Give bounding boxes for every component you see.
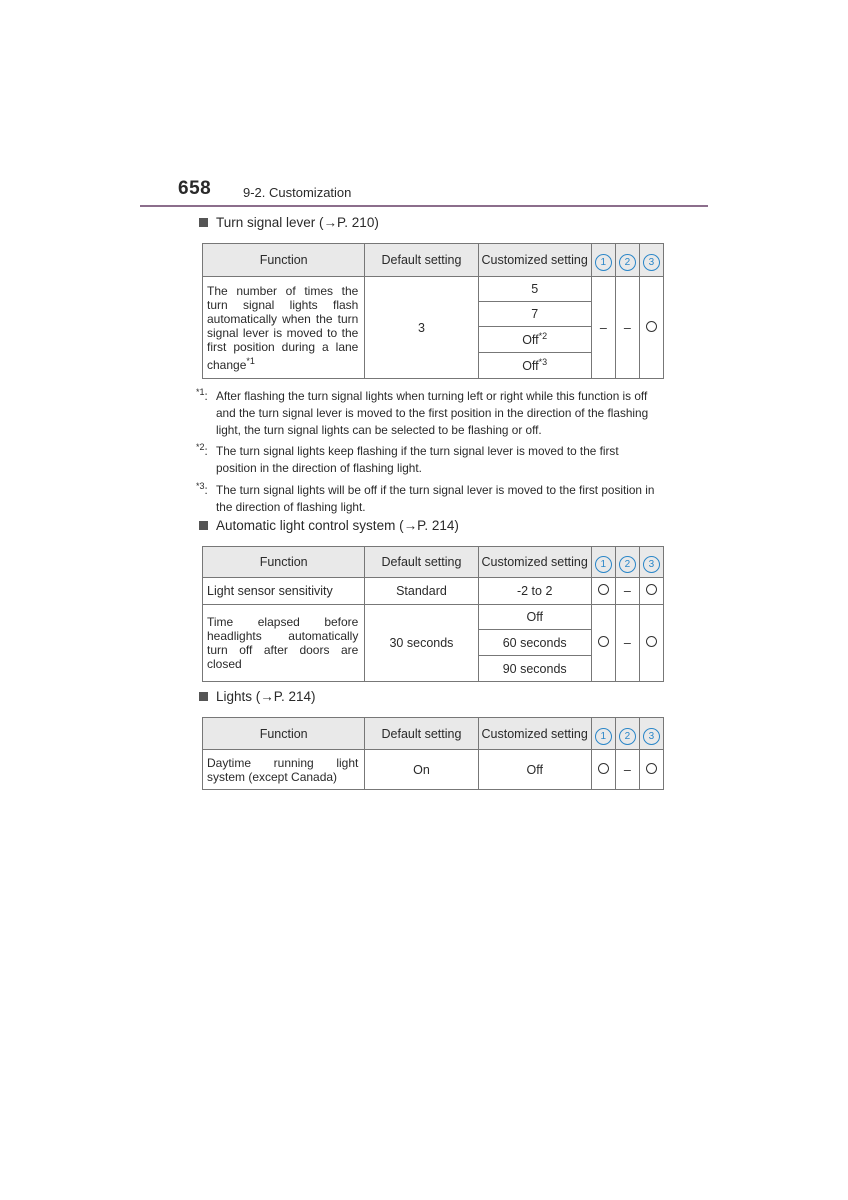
number-2-icon: 2 (619, 728, 636, 745)
circle-icon (646, 321, 657, 332)
option-cell: 60 seconds (478, 630, 591, 656)
available-cell (639, 277, 663, 379)
option-cell: 7 (478, 302, 591, 327)
col-2 (615, 244, 639, 277)
col-3 (639, 244, 663, 277)
col-default: Default setting (365, 244, 478, 277)
circle-icon (646, 584, 657, 595)
number-2-icon: 2 (619, 254, 636, 271)
footnote-mark: $^{*1}$: (196, 387, 208, 403)
col-function: Function (203, 718, 365, 750)
dash-cell: – (615, 277, 639, 379)
number-3-icon: 3 (643, 254, 660, 271)
square-bullet-icon (199, 218, 208, 227)
option-cell: Off (478, 605, 591, 630)
footnote-text: After flashing the turn signal lights when turning left or right while this function is off and the turn signal lever is moved to the first position in the direction of the flashing light, the turn signal lights can be selected to be flashing or off. (216, 389, 649, 437)
available-cell (639, 750, 663, 790)
col-3 (639, 718, 663, 750)
auto-light-table (202, 546, 664, 682)
section-heading-auto-light: Automatic light control system (→P. 214) (199, 518, 459, 533)
function-cell: Light sensor sensitivity (203, 578, 365, 605)
available-cell (591, 605, 615, 682)
col-custom: Customized setting (478, 244, 591, 277)
circle-icon (598, 636, 609, 647)
lights-table (202, 717, 664, 790)
option-cell: 90 seconds (478, 656, 591, 682)
col-default: Default setting (365, 718, 478, 750)
option-cell: 5 (478, 277, 591, 302)
number-1-icon: 1 (595, 254, 612, 271)
section-heading-lights: Lights (→P. 214) (199, 689, 316, 704)
col-default: Default setting (365, 547, 478, 578)
default-cell: On (365, 750, 478, 790)
table-row (203, 277, 664, 302)
default-cell: 3 (365, 277, 478, 379)
table-row (203, 605, 664, 630)
function-cell: Daytime running light system (except Canada) (203, 750, 365, 790)
col-1 (591, 244, 615, 277)
function-cell: Time elapsed before headlights automatically turn off after doors are closed (203, 605, 365, 682)
col-function: Function (203, 547, 365, 578)
number-3-icon: 3 (643, 728, 660, 745)
col-2 (615, 718, 639, 750)
number-1-icon: 1 (595, 728, 612, 745)
turn-signal-table (202, 243, 664, 379)
dash-cell: – (591, 277, 615, 379)
dash-cell: – (615, 578, 639, 605)
header-rule (140, 205, 708, 207)
footnote-text: The turn signal lights keep flashing if the turn signal lever is moved to the first position in the direction of flashing light. (216, 444, 619, 475)
default-cell: Standard (365, 578, 478, 605)
table-header-row (203, 718, 664, 750)
circle-icon (598, 763, 609, 774)
circle-icon (646, 636, 657, 647)
table-row (203, 578, 664, 605)
col-custom: Customized setting (478, 718, 591, 750)
footnote-mark: $^{*2}$: (196, 442, 208, 458)
dash-cell: – (615, 750, 639, 790)
circle-icon (646, 763, 657, 774)
chapter-title: 9-2. Customization (243, 185, 352, 200)
section-heading-turn-signal: Turn signal lever (→P. 210) (199, 215, 379, 230)
col-1 (591, 718, 615, 750)
option-cell: Off (478, 750, 591, 790)
number-2-icon: 2 (619, 556, 636, 573)
function-cell: The number of times the turn signal lights flash automatically when the turn signal lever is moved to the first position during a lane change$^{*1}$ (203, 277, 365, 379)
available-cell (591, 578, 615, 605)
available-cell (639, 578, 663, 605)
footnote-text: The turn signal lights will be off if the turn signal lever is moved to the first position in the direction of flashing light. (216, 483, 655, 514)
number-3-icon: 3 (643, 556, 660, 573)
square-bullet-icon (199, 521, 208, 530)
page-number: 658 (178, 178, 212, 199)
col-3 (639, 547, 663, 578)
table-row (203, 750, 664, 790)
table-header-row (203, 244, 664, 277)
option-cell: Off$^{*3}$ (478, 353, 591, 379)
dash-cell: – (615, 605, 639, 682)
col-custom: Customized setting (478, 547, 591, 578)
number-1-icon: 1 (595, 556, 612, 573)
default-cell: 30 seconds (365, 605, 478, 682)
circle-icon (598, 584, 609, 595)
option-cell: Off$^{*2}$ (478, 327, 591, 353)
square-bullet-icon (199, 692, 208, 701)
footnote-mark: $^{*3}$: (196, 481, 208, 497)
available-cell (591, 750, 615, 790)
option-cell: -2 to 2 (478, 578, 591, 605)
table-header-row (203, 547, 664, 578)
col-1 (591, 547, 615, 578)
col-2 (615, 547, 639, 578)
available-cell (639, 605, 663, 682)
col-function: Function (203, 244, 365, 277)
